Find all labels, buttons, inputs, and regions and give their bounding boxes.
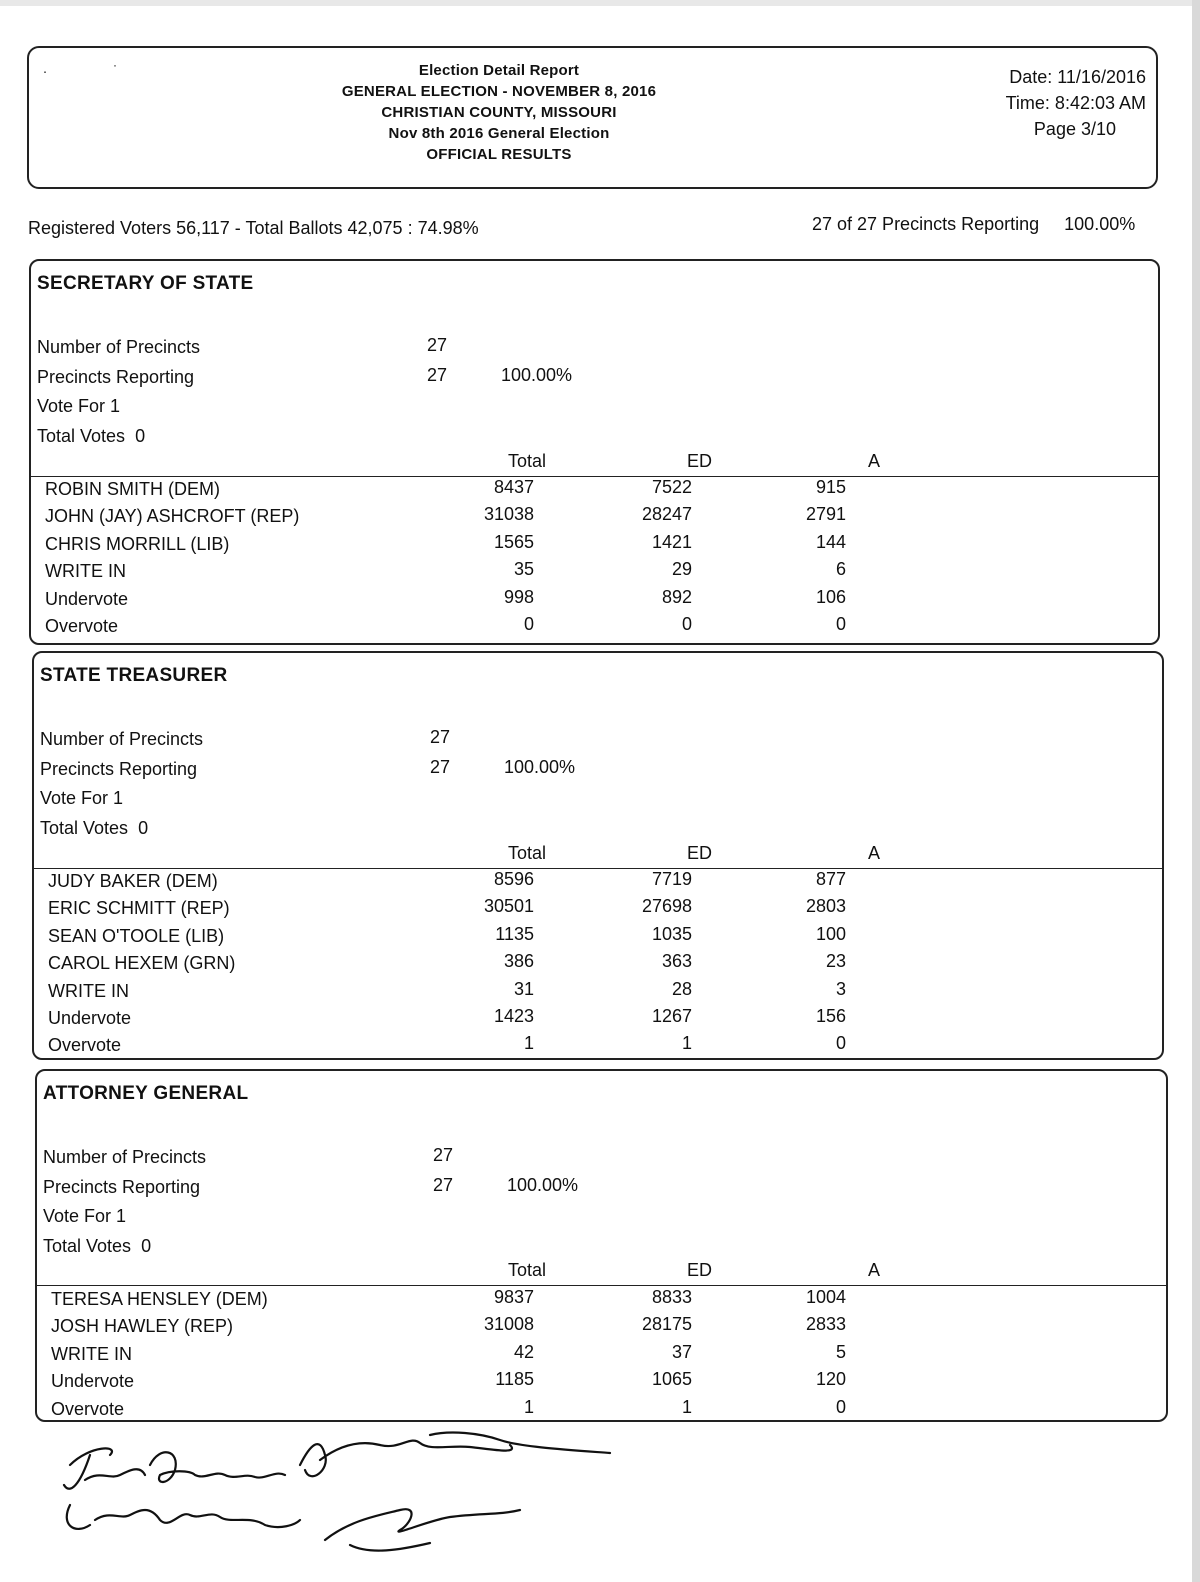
number-of-precincts-value: 27: [427, 335, 448, 355]
total-votes-cell: 35: [513, 559, 534, 580]
ed-votes-cell: 1035: [651, 923, 692, 944]
column-header-ed: ED: [686, 451, 712, 471]
ed-votes-cell: 1267: [651, 1006, 692, 1026]
report-title: Election Detail Report: [418, 62, 580, 79]
a-votes-cell: 120: [815, 1369, 846, 1390]
a-votes-cell: 5: [835, 1341, 846, 1362]
candidate-name: CHRIS MORRILL (LIB): [45, 533, 230, 554]
ed-votes-cell: 37: [671, 1341, 692, 1362]
precincts-reporting-pct: 100.00%: [504, 757, 576, 777]
ed-votes-cell: 28247: [641, 504, 692, 525]
total-votes-cell: 1185: [495, 1369, 534, 1390]
total-votes-value: 0: [141, 1236, 152, 1256]
header-divider: [31, 476, 1158, 477]
report-time: Time: 8:42:03 AM: [1005, 93, 1146, 113]
header-divider: [37, 1285, 1166, 1286]
candidate-name: Overvote: [48, 1035, 122, 1056]
page-number: Page 3/10: [1033, 119, 1116, 139]
total-votes-value: 0: [135, 426, 146, 446]
total-votes-cell: 9837: [493, 1287, 534, 1307]
candidate-name: WRITE IN: [45, 561, 126, 582]
total-votes-cell: 1: [523, 1033, 534, 1054]
a-votes-cell: 0: [835, 1033, 846, 1054]
page-edge-shadow: [1192, 0, 1200, 1582]
precincts-reporting-pct: 100.00%: [501, 365, 573, 385]
total-votes-label: Total Votes: [37, 426, 126, 446]
total-votes-cell: 42: [513, 1341, 534, 1362]
total-votes-value: 0: [138, 818, 149, 838]
candidate-row: [37, 1289, 1166, 1316]
ed-votes-cell: 28: [671, 978, 692, 999]
total-votes-cell: 1: [523, 1396, 534, 1417]
precincts-reporting-label: Precincts Reporting: [37, 367, 195, 387]
candidate-name: JOSH HAWLEY (REP): [51, 1316, 234, 1337]
total-votes-cell: 1423: [493, 1006, 534, 1026]
contest-section: [29, 259, 1160, 645]
candidate-row: [31, 561, 1158, 588]
a-votes-cell: 0: [835, 1396, 846, 1417]
report-header: [27, 46, 1158, 189]
candidate-name: TERESA HENSLEY (DEM): [51, 1289, 268, 1309]
ed-votes-cell: 892: [661, 586, 692, 607]
total-votes-cell: 1565: [493, 531, 534, 552]
a-votes-cell: 144: [815, 531, 846, 552]
ed-votes-cell: 7522: [651, 477, 692, 497]
candidate-row: [34, 1035, 1162, 1062]
candidate-name: Undervote: [48, 1008, 132, 1028]
ed-votes-cell: 29: [671, 559, 692, 580]
candidate-name: JOHN (JAY) ASHCROFT (REP): [45, 506, 300, 527]
number-of-precincts-value: 27: [433, 1145, 454, 1165]
candidate-row: [37, 1316, 1166, 1343]
column-header-a: A: [867, 451, 880, 471]
total-votes-label: Total Votes: [40, 818, 129, 838]
column-header-ed: ED: [686, 1260, 712, 1280]
a-votes-cell: 2833: [805, 1314, 846, 1335]
candidate-name: ROBIN SMITH (DEM): [45, 479, 220, 499]
registered-voters-summary: Registered Voters 56,117 - Total Ballots 42,075 : 74.98%: [28, 218, 479, 238]
number-of-precincts-value: 27: [430, 727, 451, 747]
a-votes-cell: 2791: [805, 504, 846, 525]
results-status: OFFICIAL RESULTS: [426, 146, 572, 163]
vote-for-label: Vote For 1: [37, 396, 121, 416]
candidate-row: [34, 978, 1162, 1008]
precincts-reporting-pct: 100.00%: [507, 1175, 579, 1195]
column-header-total: Total: [507, 451, 546, 471]
candidate-row: [34, 1008, 1162, 1035]
total-votes-cell: 0: [523, 614, 534, 634]
ed-votes-cell: 1: [681, 1033, 692, 1054]
a-votes-cell: 106: [815, 586, 846, 607]
page-edge: [0, 0, 1200, 6]
candidate-row: [34, 923, 1162, 953]
candidate-name: WRITE IN: [51, 1343, 132, 1364]
header-divider: [34, 868, 1162, 869]
contest-section: [35, 1069, 1168, 1422]
candidate-row: [34, 871, 1162, 898]
election-name: GENERAL ELECTION - NOVEMBER 8, 2016: [341, 83, 657, 100]
report-meta: [946, 64, 1146, 142]
vote-for-label: Vote For 1: [40, 788, 124, 808]
candidate-row: [31, 479, 1158, 506]
candidate-name: Overvote: [45, 616, 119, 636]
ed-votes-cell: 1: [681, 1396, 692, 1417]
total-votes-row: [37, 426, 145, 447]
total-votes-cell: 1135: [495, 923, 534, 944]
a-votes-cell: 877: [815, 869, 846, 889]
a-votes-cell: 3: [835, 978, 846, 999]
total-votes-cell: 998: [503, 586, 534, 607]
candidate-name: CAROL HEXEM (GRN): [48, 953, 236, 974]
precincts-reporting-pct: 100.00%: [1064, 214, 1136, 234]
candidate-row: [37, 1371, 1166, 1398]
candidate-row: [31, 506, 1158, 533]
candidate-name: SEAN O'TOOLE (LIB): [48, 925, 225, 946]
candidate-row: [31, 616, 1158, 643]
report-title-block: [269, 60, 729, 165]
total-votes-cell: 30501: [483, 896, 534, 917]
candidate-name: WRITE IN: [48, 980, 129, 1001]
a-votes-cell: 0: [835, 614, 846, 634]
candidate-name: Undervote: [51, 1371, 135, 1392]
column-header-a: A: [867, 1260, 880, 1280]
candidate-row: [37, 1341, 1166, 1371]
candidate-row: [31, 531, 1158, 561]
ed-votes-cell: 0: [681, 614, 692, 634]
ed-votes-cell: 363: [661, 951, 692, 972]
precincts-reporting-label: Precincts Reporting: [43, 1177, 201, 1197]
precincts-reporting-value: 27: [433, 1175, 454, 1195]
precincts-reporting-value: 27: [427, 365, 448, 385]
column-header-total: Total: [507, 843, 546, 863]
number-of-precincts-label: Number of Precincts: [40, 729, 204, 749]
total-votes-row: [43, 1236, 151, 1257]
total-votes-cell: 386: [503, 951, 534, 972]
candidate-name: JUDY BAKER (DEM): [48, 871, 218, 891]
candidate-name: Overvote: [51, 1398, 125, 1419]
contest-title: STATE TREASURER: [40, 665, 228, 686]
ed-votes-cell: 27698: [641, 896, 692, 917]
contest-title: SECRETARY OF STATE: [37, 273, 254, 294]
contest-title: ATTORNEY GENERAL: [43, 1083, 249, 1104]
number-of-precincts-label: Number of Precincts: [43, 1147, 207, 1167]
column-header-total: Total: [507, 1260, 546, 1280]
number-of-precincts-label: Number of Precincts: [37, 337, 201, 357]
official-signatures: [50, 1425, 630, 1565]
candidate-name: Undervote: [45, 588, 129, 609]
a-votes-cell: 23: [825, 951, 846, 972]
ed-votes-cell: 7719: [651, 869, 692, 889]
ed-votes-cell: 8833: [651, 1287, 692, 1307]
precincts-summary: [812, 214, 1135, 235]
a-votes-cell: 156: [815, 1006, 846, 1026]
a-votes-cell: 100: [815, 923, 846, 944]
a-votes-cell: 6: [835, 559, 846, 580]
candidate-name: ERIC SCHMITT (REP): [48, 898, 230, 919]
contest-section: [32, 651, 1164, 1060]
total-votes-cell: 31008: [483, 1314, 534, 1335]
total-votes-cell: 8437: [493, 477, 534, 497]
precincts-reporting-text: 27 of 27 Precincts Reporting: [812, 214, 1040, 234]
precincts-reporting-label: Precincts Reporting: [40, 759, 198, 779]
election-subtitle: Nov 8th 2016 General Election: [388, 125, 610, 142]
total-votes-cell: 8596: [493, 869, 534, 889]
county-name: CHRISTIAN COUNTY, MISSOURI: [381, 104, 617, 121]
total-votes-cell: 31: [513, 978, 534, 999]
scan-mark: ·: [113, 58, 117, 72]
vote-for-label: Vote For 1: [43, 1206, 127, 1226]
ed-votes-cell: 1065: [651, 1369, 692, 1390]
column-header-a: A: [867, 843, 880, 863]
precincts-reporting-value: 27: [430, 757, 451, 777]
a-votes-cell: 915: [815, 477, 846, 497]
total-votes-row: [40, 818, 148, 839]
candidate-row: [37, 1396, 1166, 1426]
a-votes-cell: 1004: [805, 1287, 846, 1307]
candidate-row: [34, 898, 1162, 925]
candidate-row: [34, 953, 1162, 980]
total-votes-label: Total Votes: [43, 1236, 132, 1256]
report-date: Date: 11/16/2016: [1009, 67, 1146, 87]
total-votes-cell: 31038: [483, 504, 534, 525]
column-header-ed: ED: [686, 843, 712, 863]
ed-votes-cell: 28175: [641, 1314, 692, 1335]
candidate-row: [31, 586, 1158, 616]
scan-mark: ․: [43, 62, 48, 76]
ed-votes-cell: 1421: [651, 531, 692, 552]
a-votes-cell: 2803: [805, 896, 846, 917]
